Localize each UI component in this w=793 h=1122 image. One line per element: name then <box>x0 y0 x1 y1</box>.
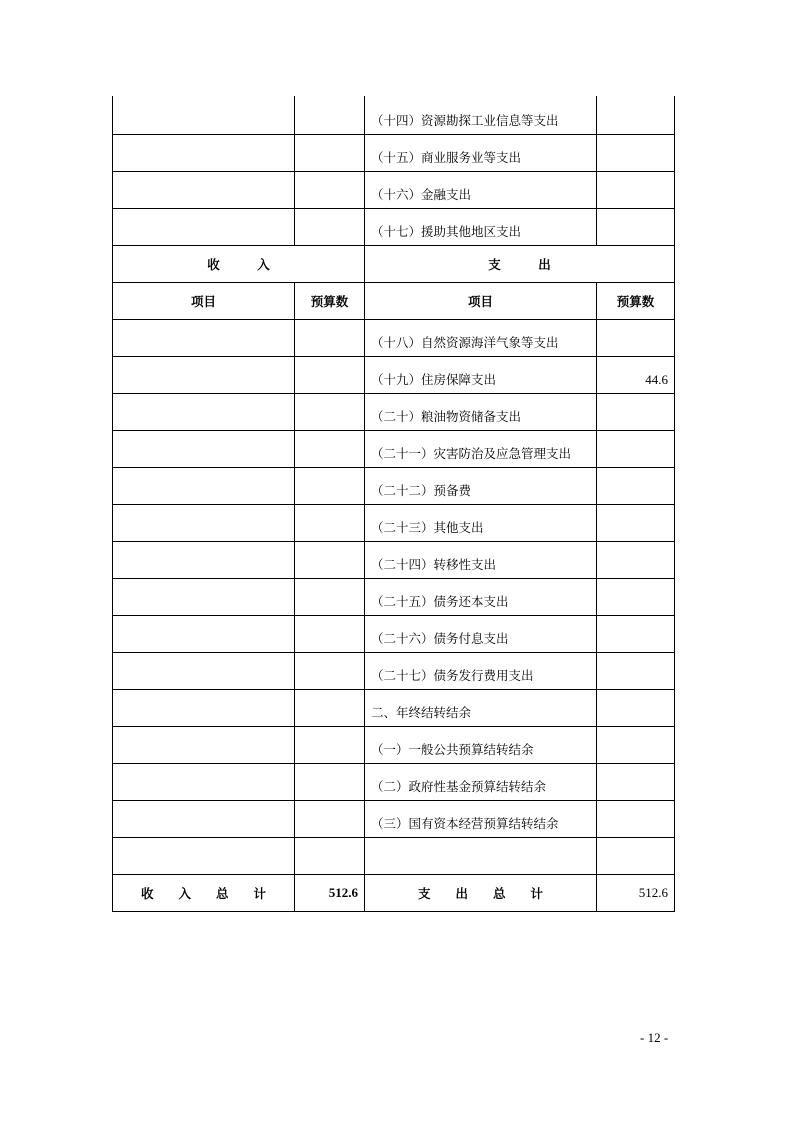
expense-item-cell: （十五）商业服务业等支出 <box>365 134 597 171</box>
expense-item-cell <box>365 837 597 874</box>
income-budget-cell <box>295 134 365 171</box>
page-number: - 12 - <box>640 1030 669 1045</box>
table-totals <box>113 874 675 911</box>
income-budget-header: 预算数 <box>295 282 365 319</box>
expense-budget-cell <box>597 763 675 800</box>
income-item-cell <box>113 208 295 245</box>
income-budget-cell <box>295 430 365 467</box>
income-item-cell <box>113 504 295 541</box>
income-item-cell <box>113 171 295 208</box>
expense-item-cell: （一）一般公共预算结转结余 <box>365 726 597 763</box>
expense-budget-cell <box>597 393 675 430</box>
income-budget-cell <box>295 800 365 837</box>
expense-item-cell: （十七）援助其他地区支出 <box>365 208 597 245</box>
expense-budget-cell: 44.6 <box>597 356 675 393</box>
expense-budget-cell <box>597 541 675 578</box>
income-budget-cell <box>295 837 365 874</box>
income-item-cell <box>113 319 295 356</box>
table-row <box>113 541 675 578</box>
income-budget-cell <box>295 208 365 245</box>
income-item-header: 项目 <box>113 282 295 319</box>
table-row <box>113 578 675 615</box>
table-row <box>113 430 675 467</box>
income-budget-cell <box>295 319 365 356</box>
expense-item-cell: （三）国有资本经营预算结转结余 <box>365 800 597 837</box>
income-item-cell <box>113 615 295 652</box>
expense-item-cell: （十六）金融支出 <box>365 171 597 208</box>
expense-budget-cell <box>597 171 675 208</box>
expense-budget-cell <box>597 467 675 504</box>
table-main-rows <box>113 319 675 874</box>
table-row <box>113 467 675 504</box>
income-item-cell <box>113 356 295 393</box>
expense-budget-cell <box>597 319 675 356</box>
income-item-cell <box>113 430 295 467</box>
expense-budget-cell <box>597 578 675 615</box>
expense-budget-cell <box>597 96 675 134</box>
income-section-label: 收 入 <box>113 245 365 282</box>
expense-item-cell: （二十五）债务还本支出 <box>365 578 597 615</box>
income-total-value: 512.6 <box>295 874 365 911</box>
expense-item-cell: 二、年终结转结余 <box>365 689 597 726</box>
table-row <box>113 134 675 171</box>
expense-total-value: 512.6 <box>597 874 675 911</box>
income-budget-cell <box>295 689 365 726</box>
expense-item-cell: （十八）自然资源海洋气象等支出 <box>365 319 597 356</box>
expense-total-label: 支 出 总 计 <box>365 874 597 911</box>
table-row <box>113 393 675 430</box>
table-row <box>113 837 675 874</box>
table-row <box>113 800 675 837</box>
expense-budget-cell <box>597 430 675 467</box>
expense-item-cell: （二）政府性基金预算结转结余 <box>365 763 597 800</box>
expense-budget-cell <box>597 800 675 837</box>
expense-item-cell: （二十二）预备费 <box>365 467 597 504</box>
table-row <box>113 319 675 356</box>
expense-item-cell: （二十六）债务付息支出 <box>365 615 597 652</box>
expense-budget-cell <box>597 689 675 726</box>
income-budget-cell <box>295 504 365 541</box>
income-item-cell <box>113 541 295 578</box>
income-item-cell <box>113 837 295 874</box>
expense-item-header: 项目 <box>365 282 597 319</box>
income-budget-cell <box>295 171 365 208</box>
table-row <box>113 504 675 541</box>
income-item-cell <box>113 393 295 430</box>
income-budget-cell <box>295 467 365 504</box>
expense-item-cell: （二十一）灾害防治及应急管理支出 <box>365 430 597 467</box>
expense-item-cell: （十九）住房保障支出 <box>365 356 597 393</box>
expense-budget-cell <box>597 837 675 874</box>
budget-table <box>112 96 675 912</box>
table-row <box>113 356 675 393</box>
table-top-rows <box>113 96 675 245</box>
table-row <box>113 171 675 208</box>
income-budget-cell <box>295 356 365 393</box>
income-total-label: 收 入 总 计 <box>113 874 295 911</box>
income-budget-cell <box>295 393 365 430</box>
table-row <box>113 208 675 245</box>
expense-budget-cell <box>597 504 675 541</box>
totals-row <box>113 874 675 911</box>
income-item-cell <box>113 800 295 837</box>
table-row <box>113 96 675 134</box>
table-section-header <box>113 245 675 319</box>
expense-budget-cell <box>597 134 675 171</box>
income-budget-cell <box>295 763 365 800</box>
income-budget-cell <box>295 96 365 134</box>
income-budget-cell <box>295 541 365 578</box>
income-budget-cell <box>295 615 365 652</box>
table-row <box>113 615 675 652</box>
income-item-cell <box>113 467 295 504</box>
income-item-cell <box>113 763 295 800</box>
expense-item-cell: （二十）粮油物资储备支出 <box>365 393 597 430</box>
table-row <box>113 726 675 763</box>
expense-budget-cell <box>597 726 675 763</box>
column-header-row <box>113 282 675 319</box>
income-item-cell <box>113 652 295 689</box>
expense-section-label: 支 出 <box>365 245 675 282</box>
expense-item-cell: （十四）资源勘探工业信息等支出 <box>365 96 597 134</box>
income-item-cell <box>113 578 295 615</box>
income-item-cell <box>113 726 295 763</box>
expense-budget-cell <box>597 208 675 245</box>
expense-budget-header: 预算数 <box>597 282 675 319</box>
section-row <box>113 245 675 282</box>
expense-item-cell: （二十四）转移性支出 <box>365 541 597 578</box>
income-budget-cell <box>295 652 365 689</box>
income-budget-cell <box>295 726 365 763</box>
expense-budget-cell <box>597 652 675 689</box>
income-item-cell <box>113 689 295 726</box>
table-row <box>113 763 675 800</box>
income-item-cell <box>113 134 295 171</box>
income-budget-cell <box>295 578 365 615</box>
expense-item-cell: （二十三）其他支出 <box>365 504 597 541</box>
table-row <box>113 652 675 689</box>
expense-budget-cell <box>597 615 675 652</box>
expense-item-cell: （二十七）债务发行费用支出 <box>365 652 597 689</box>
budget-table-wrapper <box>112 96 674 912</box>
income-item-cell <box>113 96 295 134</box>
table-row <box>113 689 675 726</box>
